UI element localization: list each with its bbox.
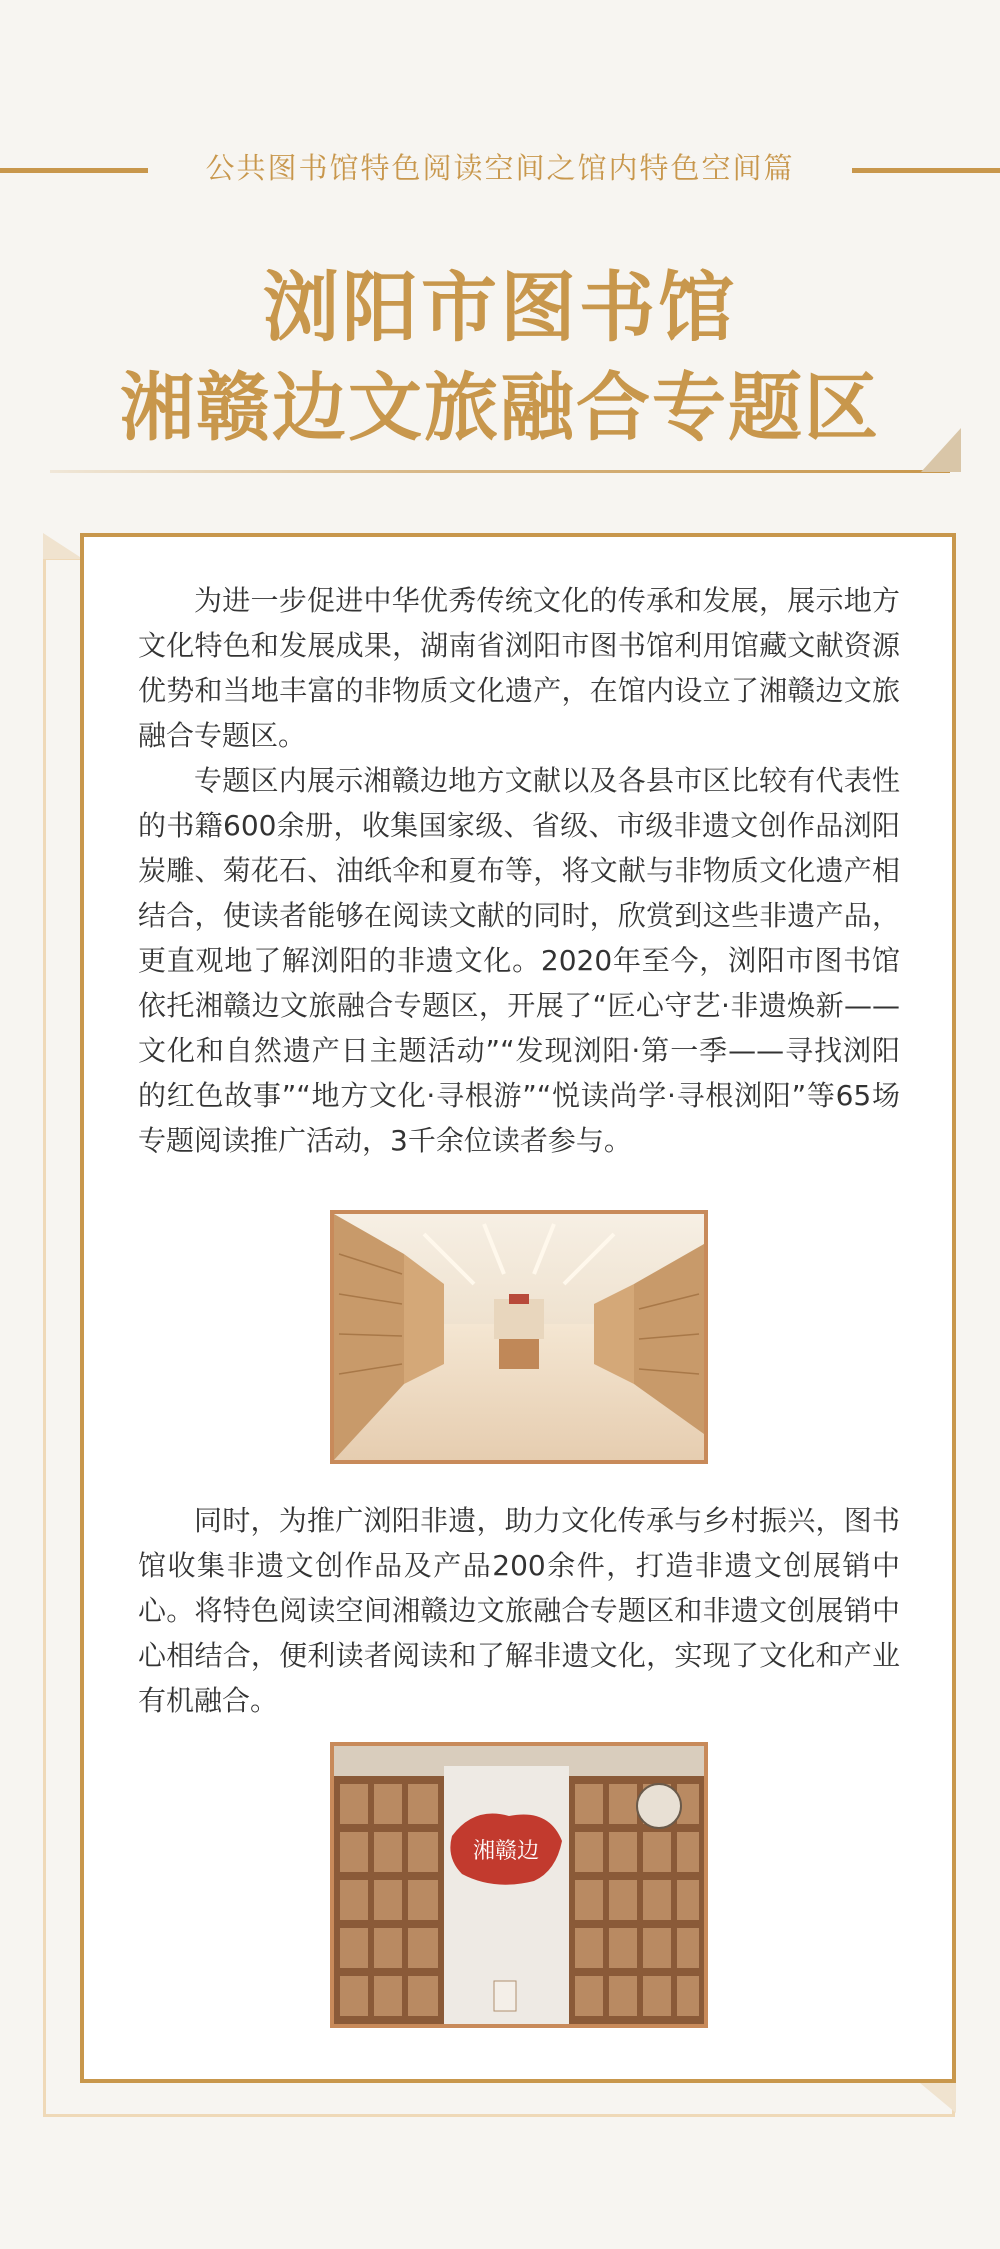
header-subtitle: 公共图书馆特色阅读空间之馆内特色空间篇 (205, 151, 795, 185)
page-title-line2: 湘赣边文旅融合专题区 (120, 365, 880, 451)
body-paragraph-3: 同时，为推广浏阳非遗，助力文化传承与乡村振兴，图书馆收集非遗文创作品及产品200余件，打造非遗文创展销中心。将特色阅读空间湘赣边文旅融合专题区和非遗文创展销中心相结合，便利读者阅读和了解非遗文化，实现了文化和产业有机融合。 (138, 1504, 900, 1717)
page-title-line1: 浏阳市图书馆 (263, 263, 737, 352)
title-fold-decoration (921, 428, 961, 472)
body-paragraph-2: 专题区内展示湘赣边地方文献以及各县市区比较有代表性的书籍600余册，收集国家级、省级、市级非遗文创作品浏阳炭雕、菊花石、油纸伞和夏布等，将文献与非物质文化遗产相结合，使读者能够在阅读文献的同时，欣赏到这些非遗产品，更直观地了解浏阳的非遗文化。2020年至今，浏阳市图书馆依托湘赣边文旅融合专题区，开展了“匠心守艺·非遗焕新——文化和自然遗产日主题活动”“发现浏阳·第一季——寻找浏阳的红色故事”“地方文化·寻根游”“悦读尚学·寻根浏阳”等65场专题阅读推广活动，3千余位读者参与。 (138, 764, 900, 1157)
header-line-left (0, 168, 148, 173)
exhibition-wall-photo (330, 1742, 708, 2028)
corner-decoration-bottom-right (920, 2083, 956, 2113)
body-paragraph-1: 为进一步促进中华优秀传统文化的传承和发展，展示地方文化特色和发展成果，湖南省浏阳市图书馆利用馆藏文献资源优势和当地丰富的非物质文化遗产，在馆内设立了湘赣边文旅融合专题区。 (138, 584, 900, 752)
corner-decoration-top-left (43, 533, 83, 559)
title-underline (50, 470, 950, 473)
sign-text: 湘赣边 (472, 1839, 540, 1864)
reading-room-photo (330, 1210, 708, 1464)
header-line-right (852, 168, 1000, 173)
